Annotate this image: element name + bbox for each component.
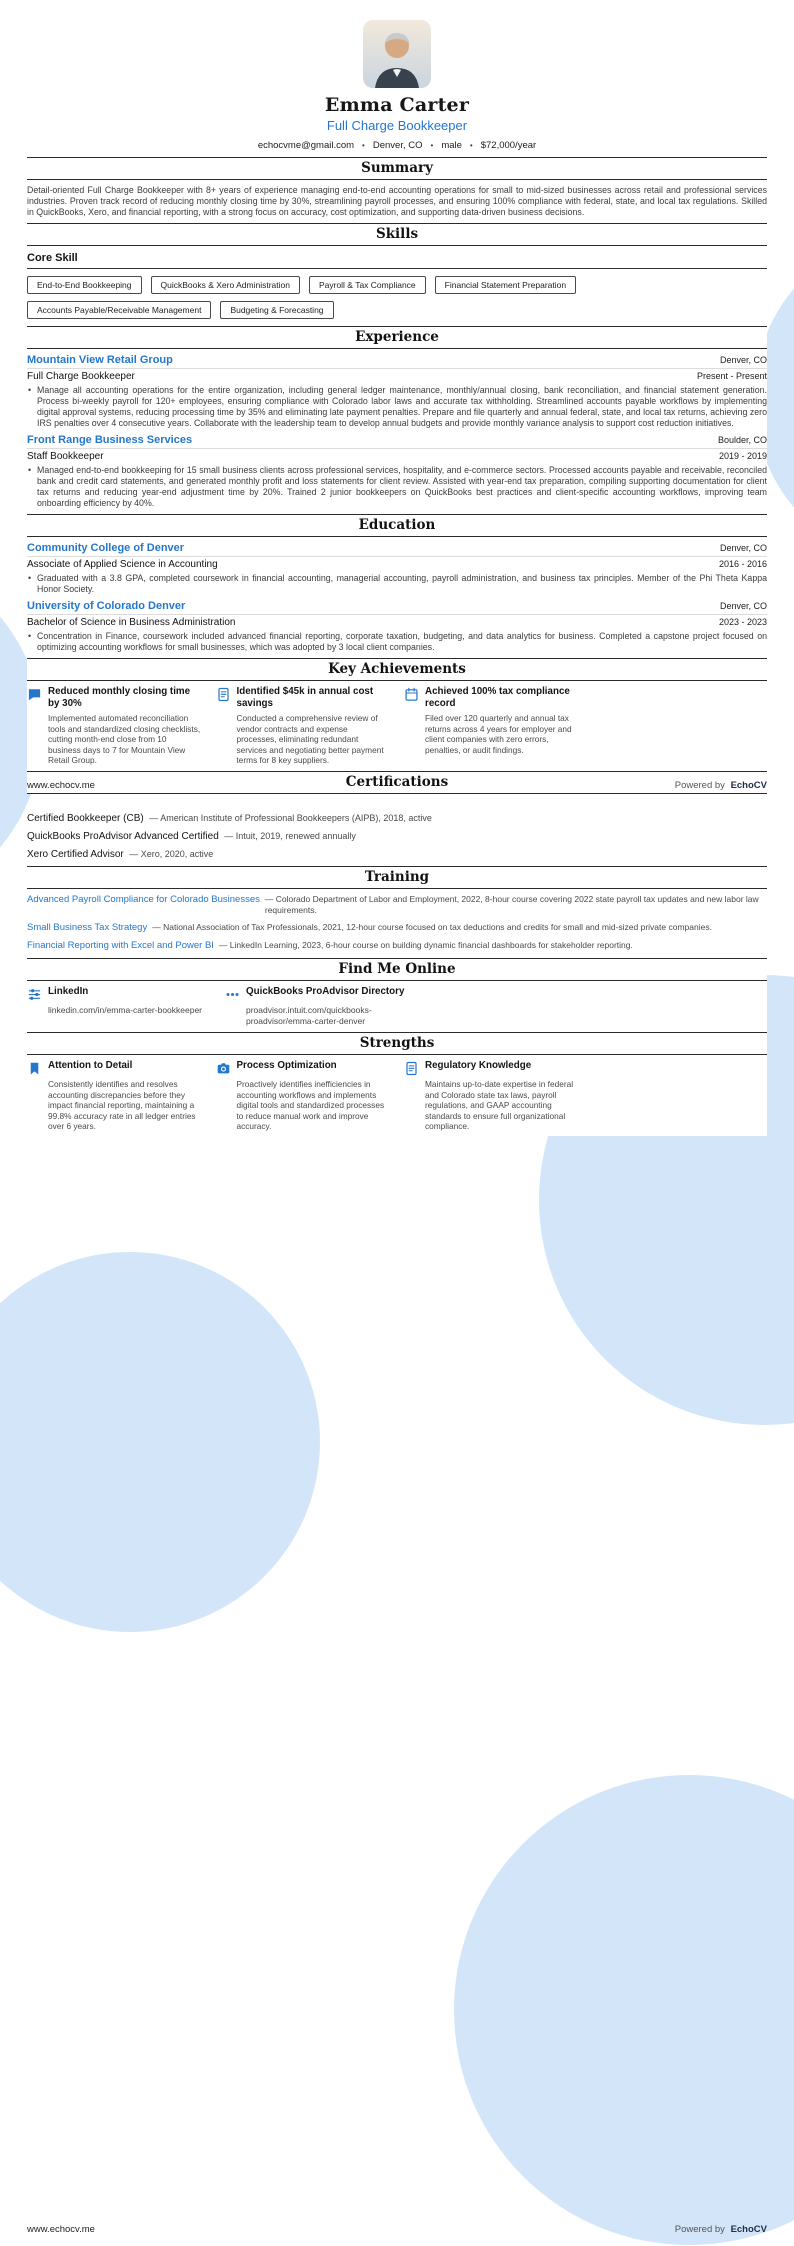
resume-sheet-1 [27,0,767,794]
skills-group-label: Core Skill [27,251,767,269]
online-card-header [225,986,767,1002]
skills-chip-row [27,276,767,294]
job-role: Staff Bookkeeper [27,451,104,462]
training-detail: — Colorado Department of Labor and Employment, 2022, 8-hour course covering 2022 state payroll tax updates and new labor law requirements. [264,894,759,915]
job-dates: Present - Present [696,371,767,381]
achievement-card [27,686,202,766]
job-role: Full Charge Bookkeeper [27,371,135,382]
bookmark-icon [27,1061,42,1076]
strength-card-header [216,1060,391,1076]
certification-item [27,848,767,861]
training-item [27,894,767,916]
certifications-list [27,812,767,861]
calendar-icon [404,687,419,702]
summary-text: Detail-oriented Full Charge Bookkeeper with 8+ years of experience managing end-to-end accounting operations for small to mid-sized businesses across retail and professional services industries. Proven track record of reducing monthly closing time by 30%, streamlining payroll processes, and ensuring 100% compliance with federal, state, and local tax regulations. Skilled in QuickBooks, Xero, and financial reporting, with a strong focus on accuracy, cost optimization, and supporting data-driven business decisions. [27,185,767,217]
strength-text: Maintains up-to-date expertise in federal and Colorado state tax laws, payroll regulations, and GAAP accounting standards to ensure full organizational compliance. [425,1079,574,1131]
section-heading-experience: Experience [27,326,767,349]
decorative-circle [0,1252,320,1632]
strength-title: Regulatory Knowledge [425,1060,532,1071]
strengths-grid [27,1060,767,1132]
section-heading-strengths: Strengths [27,1032,767,1055]
online-profile-url-link[interactable]: proadvisor.intuit.com/quickbooks-proadvisor/emma-carter-denver [246,1005,372,1026]
strength-title: Attention to Detail [48,1060,133,1071]
strength-text: Proactively identifies inefficiencies in accounting workflows and implements digital tools and standardized processes to reduce manual work and improve accuracy. [236,1079,385,1131]
location-text: Denver, CO [372,140,423,151]
experience-entry-header [27,354,767,369]
skills-chip-row [27,301,767,319]
skill-chip: End-to-End Bookkeeping [27,276,142,294]
school-location: Denver, CO [719,543,767,553]
achievement-card [216,686,391,766]
echocv-brand-link[interactable]: EchoCV [730,2224,767,2235]
education-entry-subheader [27,559,767,571]
experience-entry-subheader [27,451,767,463]
chat-icon [27,687,42,702]
company-location: Denver, CO [719,355,767,365]
footer-site-link[interactable]: www.echocv.me [27,2224,95,2235]
skill-chip: Budgeting & Forecasting [220,301,333,319]
training-detail: — National Association of Tax Professionals, 2021, 12-hour course focused on tax deductions and credits for small and mid-sized private companies. [152,922,712,932]
page-footer [27,2224,767,2236]
separator-dot [470,139,473,152]
achievement-title: Reduced monthly closing time by 30% [48,686,191,709]
school-location: Denver, CO [719,601,767,611]
achievement-card-header [404,686,579,710]
powered-by-prefix: Powered by [674,2224,725,2235]
echocv-brand-link[interactable]: EchoCV [730,780,767,791]
powered-by [675,2224,767,2236]
achievement-title: Achieved 100% tax compliance record [425,686,570,709]
achievement-text: Implemented automated reconciliation tools and standardized closing checklists, cutting month-end close from 10 business days to 7 for Mountain View Retail Group. [48,713,201,765]
decorative-circle [454,1775,794,2245]
camera-icon [216,1061,231,1076]
separator-dot [431,139,434,152]
strength-card [27,1060,202,1132]
resume-sheet-2 [27,812,767,1136]
achievement-text: Filed over 120 quarterly and annual tax returns across 4 years for employer and client companies with zero errors, penalties, or audit findings. [425,713,572,755]
education-dates: 2016 - 2016 [718,559,767,569]
school-name-link[interactable]: Community College of Denver [27,542,185,554]
document-icon [404,1061,419,1076]
section-heading-training: Training [27,866,767,889]
section-heading-certifications: Certifications [27,771,767,794]
achievements-grid [27,686,767,766]
skill-chip: Financial Statement Preparation [435,276,576,294]
section-heading-achievements: Key Achievements [27,658,767,681]
achievement-text: Conducted a comprehensive review of vendor contracts and expense processes, eliminating redundant services and negotiating better payment terms for 8 key suppliers. [236,713,384,765]
strength-card [216,1060,391,1132]
school-name-link[interactable]: University of Colorado Denver [27,600,186,612]
company-location: Boulder, CO [717,435,767,445]
education-dates: 2023 - 2023 [718,617,767,627]
training-course-link[interactable]: Small Business Tax Strategy [27,922,148,933]
section-heading-summary: Summary [27,157,767,180]
company-name-link[interactable]: Mountain View Retail Group [27,354,173,366]
skill-chip: Payroll & Tax Compliance [309,276,426,294]
education-entry-header [27,542,767,557]
online-profile-url-link[interactable]: linkedin.com/in/emma-carter-bookkeeper [48,1005,203,1015]
strength-card [404,1060,579,1132]
strength-card-header [27,1060,202,1076]
certification-detail: — Intuit, 2019, renewed annually [224,831,356,841]
certification-item [27,830,767,843]
degree-name: Associate of Applied Science in Accounting [27,559,218,570]
page-footer [27,780,767,792]
strength-title: Process Optimization [236,1060,337,1071]
powered-by-prefix: Powered by [674,780,725,791]
online-grid [27,986,767,1027]
online-card-header [27,986,203,1002]
sliders-icon [27,987,42,1002]
training-item [27,922,767,934]
certification-name: Xero Certified Advisor [27,849,124,860]
experience-entry [27,354,767,429]
education-entry [27,600,767,653]
job-description: • Manage all accounting operations for the entire organization, including general ledger maintenance, monthly/annual closing, bank reconciliation, and financial statement generation. Process bi-weekly payroll for 120+ employees, ensuring compliance with Colorado labor laws and accurate tax withholding. Streamlined accounts payable workflows by implementing digital approval systems, reducing processing time by 35% and eliminating late payment penalties. Prepare and file quarterly and annual federal, state, and local tax returns, achieving zero IRS penalties over 4 consecutive years. Collaborate with the leadership team to develop annual budgets and provide monthly variance analysis to support cost reduction initiatives. [27,385,767,429]
experience-entry-subheader [27,371,767,383]
job-dates: 2019 - 2019 [718,451,767,461]
training-detail: — LinkedIn Learning, 2023, 6-hour course on building dynamic financial dashboards for stakeholder reporting. [218,940,633,950]
online-profile-title-link[interactable]: LinkedIn [48,986,89,997]
certification-name: QuickBooks ProAdvisor Advanced Certified [27,831,219,842]
certification-name: Certified Bookkeeper (CB) [27,813,144,824]
education-entry-subheader [27,617,767,629]
certification-detail: — Xero, 2020, active [129,849,214,859]
degree-name: Bachelor of Science in Business Administration [27,617,236,628]
strength-card-header [404,1060,579,1076]
job-description: • Managed end-to-end bookkeeping for 15 small business clients across professional services, hospitality, and e-commerce sectors. Processed accounts payable and receivable, reconciled bank and credit card statements, and generated monthly profit and loss statements for client review. Assisted with year-end tax preparation, compiling supporting documentation for client tax returns and reducing year-end adjustment time by 20%. Trained 2 junior bookkeepers on QuickBooks best practices and client-specific accounting workflows, improving team onboarding efficiency by 40%. [27,465,767,509]
training-course-link[interactable]: Advanced Payroll Compliance for Colorado Businesses [27,894,260,905]
person-name: Emma Carter [324,94,470,116]
education-description: • Concentration in Finance, coursework included advanced financial reporting, corporate taxation, budgeting, and data analytics for business. Completed a capstone project focused on optimizing accounting workflows for small businesses, which was adopted by 3 local client companies. [27,631,767,653]
achievement-title: Identified $45k in annual cost savings [236,686,374,709]
training-item [27,940,767,952]
ellipsis-icon [225,987,240,1002]
education-description: • Graduated with a 3.8 GPA, completed coursework in financial accounting, managerial accounting, payroll administration, and business tax principles. Member of the Phi Theta Kappa Honor Society. [27,573,767,595]
training-course-link[interactable]: Financial Reporting with Excel and Power BI [27,940,214,951]
contact-row [27,139,767,152]
achievement-card [404,686,579,766]
profile-photo [363,20,431,88]
company-name-link[interactable]: Front Range Business Services [27,434,193,446]
education-entry [27,542,767,595]
certification-item [27,812,767,825]
file-text-icon [216,687,231,702]
experience-entry [27,434,767,509]
strength-text: Consistently identifies and resolves accounting discrepancies before they impact financial reporting, maintaining a 99.8% accuracy rate in all ledger entries over 6 years. [48,1079,196,1131]
section-heading-online: Find Me Online [27,958,767,981]
online-profile-card [225,986,767,1027]
education-entry-header [27,600,767,615]
achievement-card-header [27,686,202,710]
section-heading-education: Education [27,514,767,537]
skill-chip: Accounts Payable/Receivable Management [27,301,211,319]
online-profile-title-link[interactable]: QuickBooks ProAdvisor Directory [246,986,405,997]
section-heading-skills: Skills [27,223,767,246]
certification-detail: — American Institute of Professional Bookkeepers (AIPB), 2018, active [149,813,432,823]
email-link[interactable]: echocvme@gmail.com [257,140,355,151]
online-profile-card [27,986,203,1027]
person-job-title: Full Charge Bookkeeper [326,118,468,133]
separator-dot [362,139,365,152]
footer-site-link[interactable]: www.echocv.me [27,780,95,791]
achievement-card-header [216,686,391,710]
experience-entry-header [27,434,767,449]
gender-text: male [441,140,462,151]
skill-chip: QuickBooks & Xero Administration [151,276,300,294]
powered-by [675,780,767,792]
salary-text: $72,000/year [480,140,537,151]
